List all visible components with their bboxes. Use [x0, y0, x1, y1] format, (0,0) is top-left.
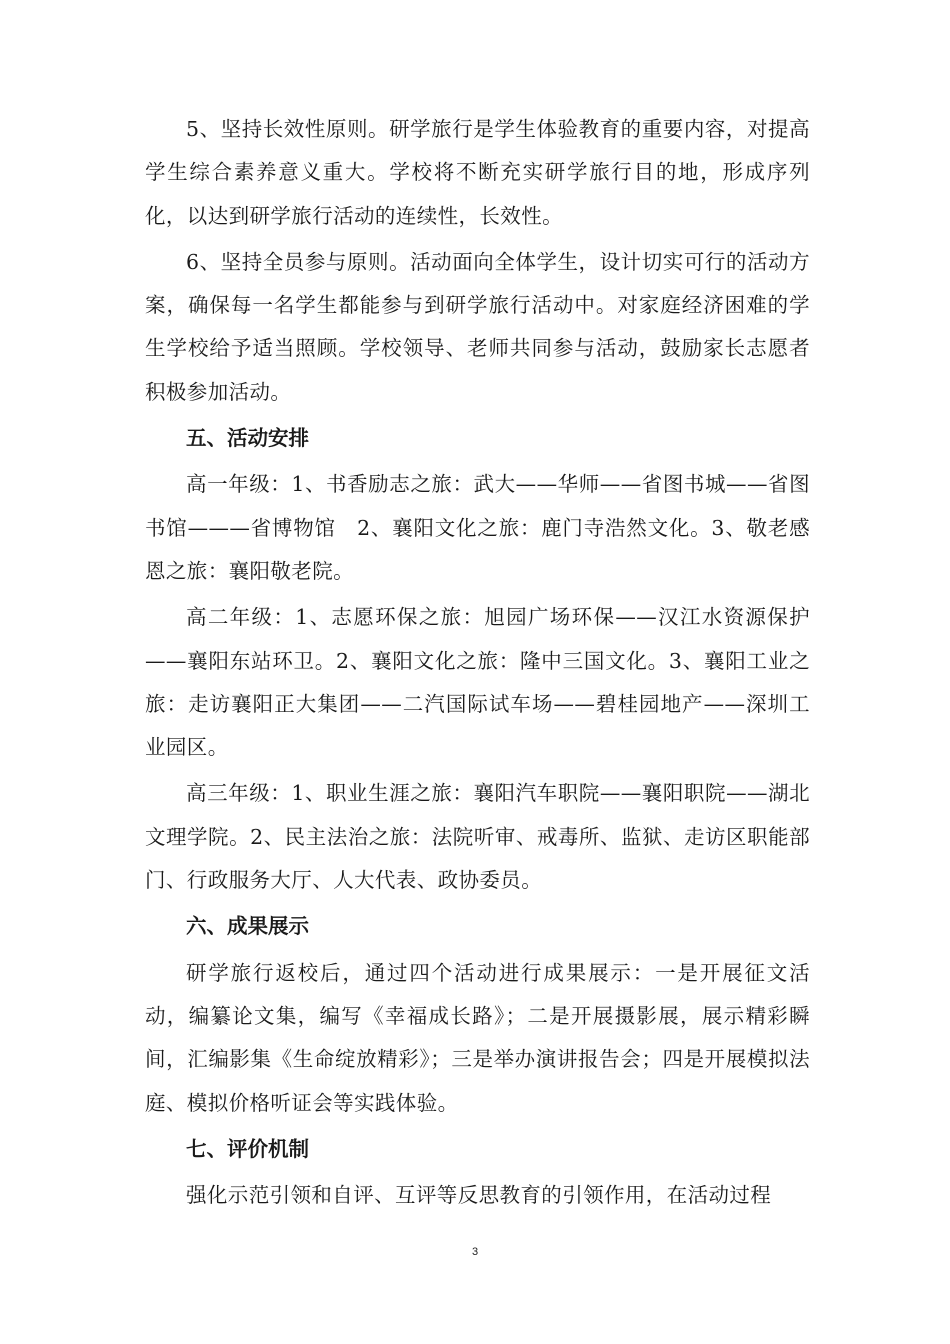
document-body — [145, 108, 810, 1220]
grade-11-paragraph: 高二年级：1、志愿环保之旅：旭园广场环保——汉江水资源保护——襄阳东站环卫。2、襄阳文化之旅：隆中三国文化。3、襄阳工业之旅：走访襄阳正大集团——二汽国际试车场——碧桂园地产——深圳工业园区。 — [145, 605, 810, 760]
grade-10-paragraph: 高一年级：1、书香励志之旅：武大——华师——省图书城——省图书馆———省博物馆 2、襄阳文化之旅：鹿门寺浩然文化。3、敬老感恩之旅：襄阳敬老院。 — [145, 472, 810, 583]
principle-6-paragraph: 6、坚持全员参与原则。活动面向全体学生，设计切实可行的活动方案，确保每一名学生都能参与到研学旅行活动中。对家庭经济困难的学生学校给予适当照顾。学校领导、老师共同参与活动，鼓励家长志愿者积极参加活动。 — [145, 249, 810, 404]
principle-5-paragraph: 5、坚持长效性原则。研学旅行是学生体验教育的重要内容，对提高学生综合素养意义重大。学校将不断充实研学旅行目的地，形成序列化，以达到研学旅行活动的连续性，长效性。 — [145, 117, 810, 228]
section-heading-evaluation-mechanism: 七、评价机制 — [186, 1136, 309, 1161]
section-heading-results-display: 六、成果展示 — [186, 914, 309, 939]
page-number: 3 — [471, 1246, 479, 1258]
evaluation-paragraph: 强化示范引领和自评、互评等反思教育的引领作用，在活动过程 — [186, 1183, 772, 1208]
grade-12-paragraph: 高三年级：1、职业生涯之旅：襄阳汽车职院——襄阳职院——湖北文理学院。2、民主法治之旅：法院听审、戒毒所、监狱、走访区职能部门、行政服务大厅、人大代表、政协委员。 — [145, 781, 810, 893]
section-heading-activity-arrangement: 五、活动安排 — [186, 426, 309, 451]
results-display-paragraph: 研学旅行返校后，通过四个活动进行成果展示：一是开展征文活动，编纂论文集，编写《幸福成长路》；二是开展摄影展，展示精彩瞬间，汇编影集《生命绽放精彩》；三是举办演讲报告会；四是开展模拟法庭、模拟价格听证会等实践体验。 — [145, 960, 810, 1115]
